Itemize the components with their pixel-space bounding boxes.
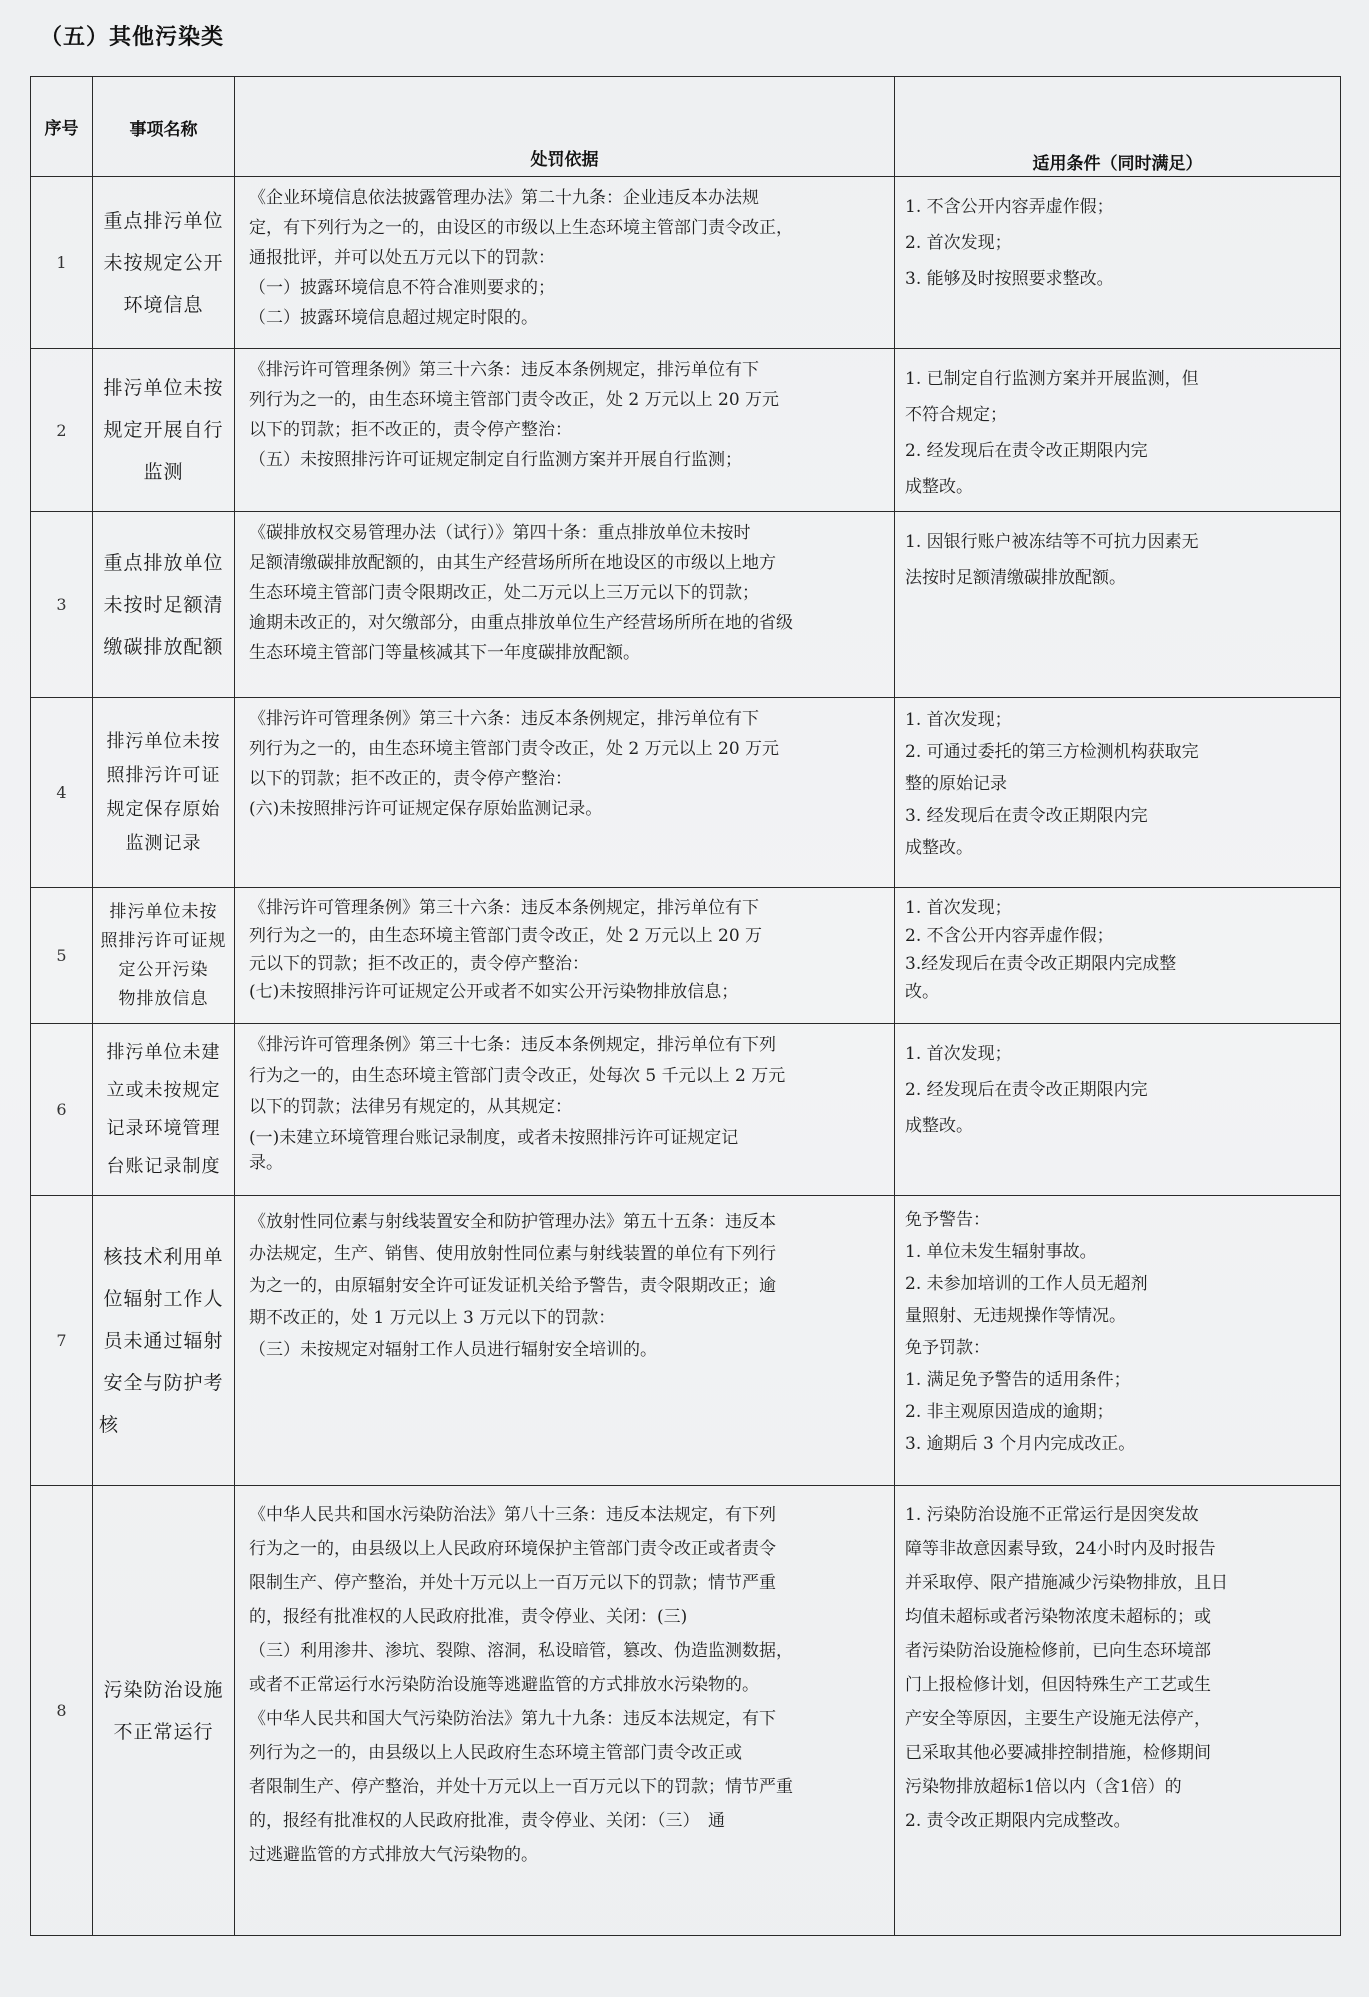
item-name-line: 立或未按规定 [106, 1079, 221, 1101]
penalty-basis [235, 512, 895, 698]
condition-line: 2. 首次发现； [905, 233, 1012, 253]
item-name-line: 排污单位未按 [103, 377, 224, 399]
row-number: 2 [31, 349, 93, 512]
penalty-basis [235, 349, 895, 512]
condition-line: 均值未超标或者污染物浓度未超标的；或 [905, 1607, 1211, 1627]
condition-line: 2. 经发现后在责令改正期限内完 [905, 441, 1148, 461]
table-row [31, 349, 1341, 512]
basis-line: 办法规定，生产、销售、使用放射性同位素与射线装置的单位有下列行 [249, 1244, 776, 1264]
penalty-basis [235, 1024, 895, 1196]
condition-line: 门上报检修计划，但因特殊生产工艺或生 [905, 1675, 1211, 1695]
basis-line: 《排污许可管理条例》第三十七条：违反本条例规定，排污单位有下列 [249, 1035, 776, 1055]
item-name [93, 1196, 235, 1486]
penalty-table [30, 76, 1341, 1936]
item-name-line: 不正常运行 [113, 1720, 214, 1743]
basis-line: 《排污许可管理条例》第三十六条：违反本条例规定，排污单位有下 [249, 360, 759, 380]
table-header-row [31, 77, 1341, 177]
table-row [31, 1486, 1341, 1936]
condition-line: 1. 已制定自行监测方案并开展监测，但 [905, 369, 1199, 389]
condition-line: 2. 未参加培训的工作人员无超剂 [905, 1274, 1148, 1294]
basis-line: 以下的罚款；拒不改正的，责令停产整治： [249, 420, 572, 440]
condition-line: 不符合规定； [905, 405, 1007, 425]
condition-line: 成整改。 [905, 838, 973, 858]
basis-line: 录。 [249, 1153, 283, 1173]
basis-line: 《中华人民共和国水污染防治法》第八十三条：违反本法规定，有下列 [249, 1505, 776, 1525]
condition-line: 2. 可通过委托的第三方检测机构获取完 [905, 742, 1199, 762]
item-name-line: 规定开展自行 [103, 419, 224, 441]
basis-line: 定，有下列行为之一的，由设区的市级以上生态环境主管部门责令改正， [249, 218, 793, 238]
table-row [31, 1196, 1341, 1486]
item-name-line: 核技术利用单 [103, 1245, 224, 1268]
condition-line: 整的原始记录 [905, 774, 1007, 794]
condition-line: 已采取其他必要减排控制措施，检修期间 [905, 1743, 1211, 1763]
item-name-line: 位辐射工作人 [103, 1287, 224, 1310]
condition-line: 并采取停、限产措施减少污染物排放，且日 [905, 1573, 1228, 1593]
applicable-conditions [895, 177, 1341, 349]
applicable-conditions [895, 1024, 1341, 1196]
row-number: 8 [31, 1486, 93, 1936]
basis-line: 列行为之一的，由生态环境主管部门责令改正，处 2 万元以上 20 万 [249, 926, 763, 946]
basis-line: 过逃避监管的方式排放大气污染物的。 [249, 1845, 538, 1865]
basis-line: 《放射性同位素与射线装置安全和防护管理办法》第五十五条：违反本 [249, 1212, 776, 1232]
item-name-line: 安全与防护考 [103, 1371, 224, 1394]
item-name-line: 缴碳排放配额 [103, 635, 224, 658]
condition-line: 1. 首次发现； [905, 898, 1012, 918]
basis-line: （三）利用渗井、渗坑、裂隙、溶洞，私设暗管，篡改、伪造监测数据， [249, 1641, 793, 1661]
condition-line: 2. 责令改正期限内完成整改。 [905, 1811, 1131, 1831]
condition-line: 法按时足额清缴碳排放配额。 [905, 568, 1126, 588]
item-name-line: 物排放信息 [118, 988, 209, 1009]
item-name [93, 1486, 235, 1936]
condition-line: 1. 单位未发生辐射事故。 [905, 1242, 1097, 1262]
basis-line: 逾期未改正的，对欠缴部分，由重点排放单位生产经营场所所在地的省级 [249, 613, 793, 633]
item-name-line: 污染防治设施 [103, 1678, 224, 1701]
basis-line: 限制生产、停产整治，并处十万元以上一百万元以下的罚款；情节严重 [249, 1573, 776, 1593]
basis-line: （一）披露环境信息不符合准则要求的； [249, 278, 555, 298]
basis-line: 《中华人民共和国大气污染防治法》第九十九条：违反本法规定，有下 [249, 1709, 776, 1729]
basis-line: 以下的罚款；拒不改正的，责令停产整治： [249, 769, 572, 789]
item-name-line: 排污单位未按 [106, 730, 221, 752]
condition-line: 污染物排放超标1倍以内（含1倍）的 [905, 1777, 1182, 1797]
condition-line: 2. 经发现后在责令改正期限内完 [905, 1080, 1148, 1100]
item-name-line: 定公开污染 [118, 959, 209, 980]
item-name-line: 台账记录制度 [106, 1155, 221, 1177]
basis-line: （二）披露环境信息超过规定时限的。 [249, 308, 538, 328]
condition-line: 1. 不含公开内容弄虚作假； [905, 197, 1114, 217]
row-number: 5 [31, 888, 93, 1024]
penalty-basis [235, 1486, 895, 1936]
item-name-line: 监测 [143, 461, 184, 483]
basis-line: 足额清缴碳排放配额的，由其生产经营场所所在地设区的市级以上地方 [249, 553, 776, 573]
basis-line: （三）未按规定对辐射工作人员进行辐射安全培训的。 [249, 1340, 657, 1360]
condition-line: 3. 能够及时按照要求整改。 [905, 269, 1114, 289]
item-name [93, 512, 235, 698]
basis-line: 《排污许可管理条例》第三十六条：违反本条例规定，排污单位有下 [249, 898, 759, 918]
basis-line: 元以下的罚款；拒不改正的，责令停产整治： [249, 954, 589, 974]
table-row [31, 177, 1341, 349]
condition-line: 成整改。 [905, 1116, 973, 1136]
item-name [93, 698, 235, 888]
condition-line: 量照射、无违规操作等情况。 [905, 1306, 1126, 1326]
header-conditions: 适用条件（同时满足） [895, 77, 1341, 177]
basis-line: 行为之一的，由县级以上人民政府环境保护主管部门责令改正或者责令 [249, 1539, 776, 1559]
basis-line: 期不改正的，处 1 万元以上 3 万元以下的罚款： [249, 1308, 616, 1328]
condition-line: 1. 首次发现； [905, 710, 1012, 730]
condition-line: 1. 首次发现； [905, 1044, 1012, 1064]
condition-line: 免予罚款： [905, 1338, 990, 1358]
item-name-line: 排污单位未按 [109, 901, 218, 922]
basis-line: 生态环境主管部门责令限期改正，处二万元以上三万元以下的罚款； [249, 583, 759, 603]
header-no: 序号 [31, 77, 93, 177]
condition-line: 产安全等原因，主要生产设施无法停产， [905, 1709, 1211, 1729]
item-name-line: 员未通过辐射 [103, 1329, 224, 1352]
item-name-line: 规定保存原始 [106, 798, 221, 820]
condition-line: 3. 逾期后 3 个月内完成改正。 [905, 1434, 1136, 1454]
item-name-line: 核 [99, 1413, 120, 1436]
condition-line: 1. 满足免予警告的适用条件； [905, 1370, 1131, 1390]
basis-line: 为之一的，由原辐射安全许可证发证机关给予警告，责令限期改正；逾 [249, 1276, 776, 1296]
basis-line: 列行为之一的，由生态环境主管部门责令改正，处 2 万元以上 20 万元 [249, 739, 780, 759]
condition-line: 1. 因银行账户被冻结等不可抗力因素无 [905, 532, 1199, 552]
basis-line: （五）未按照排污许可证规定制定自行监测方案并开展自行监测； [249, 450, 742, 470]
condition-line: 障等非故意因素导致，24小时内及时报告 [905, 1539, 1216, 1559]
condition-line: 者污染防治设施检修前，已向生态环境部 [905, 1641, 1211, 1661]
row-number: 6 [31, 1024, 93, 1196]
item-name [93, 1024, 235, 1196]
condition-line: 免予警告： [905, 1210, 990, 1230]
basis-line: 《企业环境信息依法披露管理办法》第二十九条：企业违反本办法规 [249, 188, 759, 208]
applicable-conditions [895, 512, 1341, 698]
basis-line: 或者不正常运行水污染防治设施等逃避监管的方式排放水污染物的。 [249, 1675, 759, 1695]
basis-line: (六)未按照排污许可证规定保存原始监测记录。 [249, 799, 603, 819]
applicable-conditions [895, 698, 1341, 888]
item-name-line: 未按时足额清 [103, 593, 224, 616]
condition-line: 3.经发现后在责令改正期限内完成整 [905, 954, 1177, 974]
row-number: 3 [31, 512, 93, 698]
condition-line: 成整改。 [905, 477, 973, 497]
condition-line: 3. 经发现后在责令改正期限内完 [905, 806, 1148, 826]
basis-line: 列行为之一的，由县级以上人民政府生态环境主管部门责令改正或 [249, 1743, 742, 1763]
basis-line: (七)未按照排污许可证规定公开或者不如实公开污染物排放信息； [249, 982, 739, 1002]
item-name-line: 照排污许可证 [106, 764, 221, 786]
basis-line: 《排污许可管理条例》第三十六条：违反本条例规定，排污单位有下 [249, 709, 759, 729]
basis-line: 的，报经有批准权的人民政府批准，责令停业、关闭：（三） 通 [249, 1811, 725, 1831]
row-number: 4 [31, 698, 93, 888]
table-row [31, 512, 1341, 698]
condition-line: 1. 污染防治设施不正常运行是因突发故 [905, 1505, 1199, 1525]
condition-line: 2. 不含公开内容弄虚作假； [905, 926, 1114, 946]
item-name-line: 记录环境管理 [106, 1117, 221, 1139]
condition-line: 2. 非主观原因造成的逾期； [905, 1402, 1114, 1422]
header-name: 事项名称 [93, 77, 235, 177]
basis-line: 生态环境主管部门等量核减其下一年度碳排放配额。 [249, 643, 640, 663]
table-row [31, 1024, 1341, 1196]
item-name-line: 重点排污单位 [103, 209, 224, 232]
section-title: （五）其他污染类 [40, 25, 225, 50]
penalty-basis [235, 177, 895, 349]
basis-line: 列行为之一的，由生态环境主管部门责令改正，处 2 万元以上 20 万元 [249, 390, 780, 410]
table-row [31, 888, 1341, 1024]
penalty-basis [235, 888, 895, 1024]
applicable-conditions [895, 1196, 1341, 1486]
item-name [93, 349, 235, 512]
item-name-line: 环境信息 [123, 293, 204, 316]
item-name-line: 照排污许可证规 [100, 930, 227, 951]
item-name-line: 排污单位未建 [106, 1041, 221, 1063]
basis-line: (一)未建立环境管理台账记录制度，或者未按照排污许可证规定记 [249, 1128, 739, 1148]
item-name-line: 监测记录 [125, 832, 202, 854]
row-number: 7 [31, 1196, 93, 1486]
header-basis: 处罚依据 [235, 77, 895, 177]
table-row [31, 698, 1341, 888]
row-number: 1 [31, 177, 93, 349]
condition-line: 改。 [905, 982, 939, 1002]
applicable-conditions [895, 1486, 1341, 1936]
penalty-basis [235, 698, 895, 888]
basis-line: 通报批评，并可以处五万元以下的罚款： [249, 248, 555, 268]
item-name [93, 177, 235, 349]
basis-line: 的，报经有批准权的人民政府批准，责令停业、关闭：(三) [249, 1607, 688, 1627]
item-name-line: 重点排放单位 [103, 551, 224, 574]
penalty-basis [235, 1196, 895, 1486]
item-name [93, 888, 235, 1024]
basis-line: 者限制生产、停产整治，并处十万元以上一百万元以下的罚款；情节严重 [249, 1777, 793, 1797]
basis-line: 以下的罚款；法律另有规定的，从其规定： [249, 1097, 572, 1117]
applicable-conditions [895, 349, 1341, 512]
item-name-line: 未按规定公开 [103, 251, 224, 274]
basis-line: 行为之一的，由生态环境主管部门责令改正，处每次 5 千元以上 2 万元 [249, 1066, 786, 1086]
basis-line: 《碳排放权交易管理办法（试行）》第四十条：重点排放单位未按时 [249, 523, 751, 543]
applicable-conditions [895, 888, 1341, 1024]
